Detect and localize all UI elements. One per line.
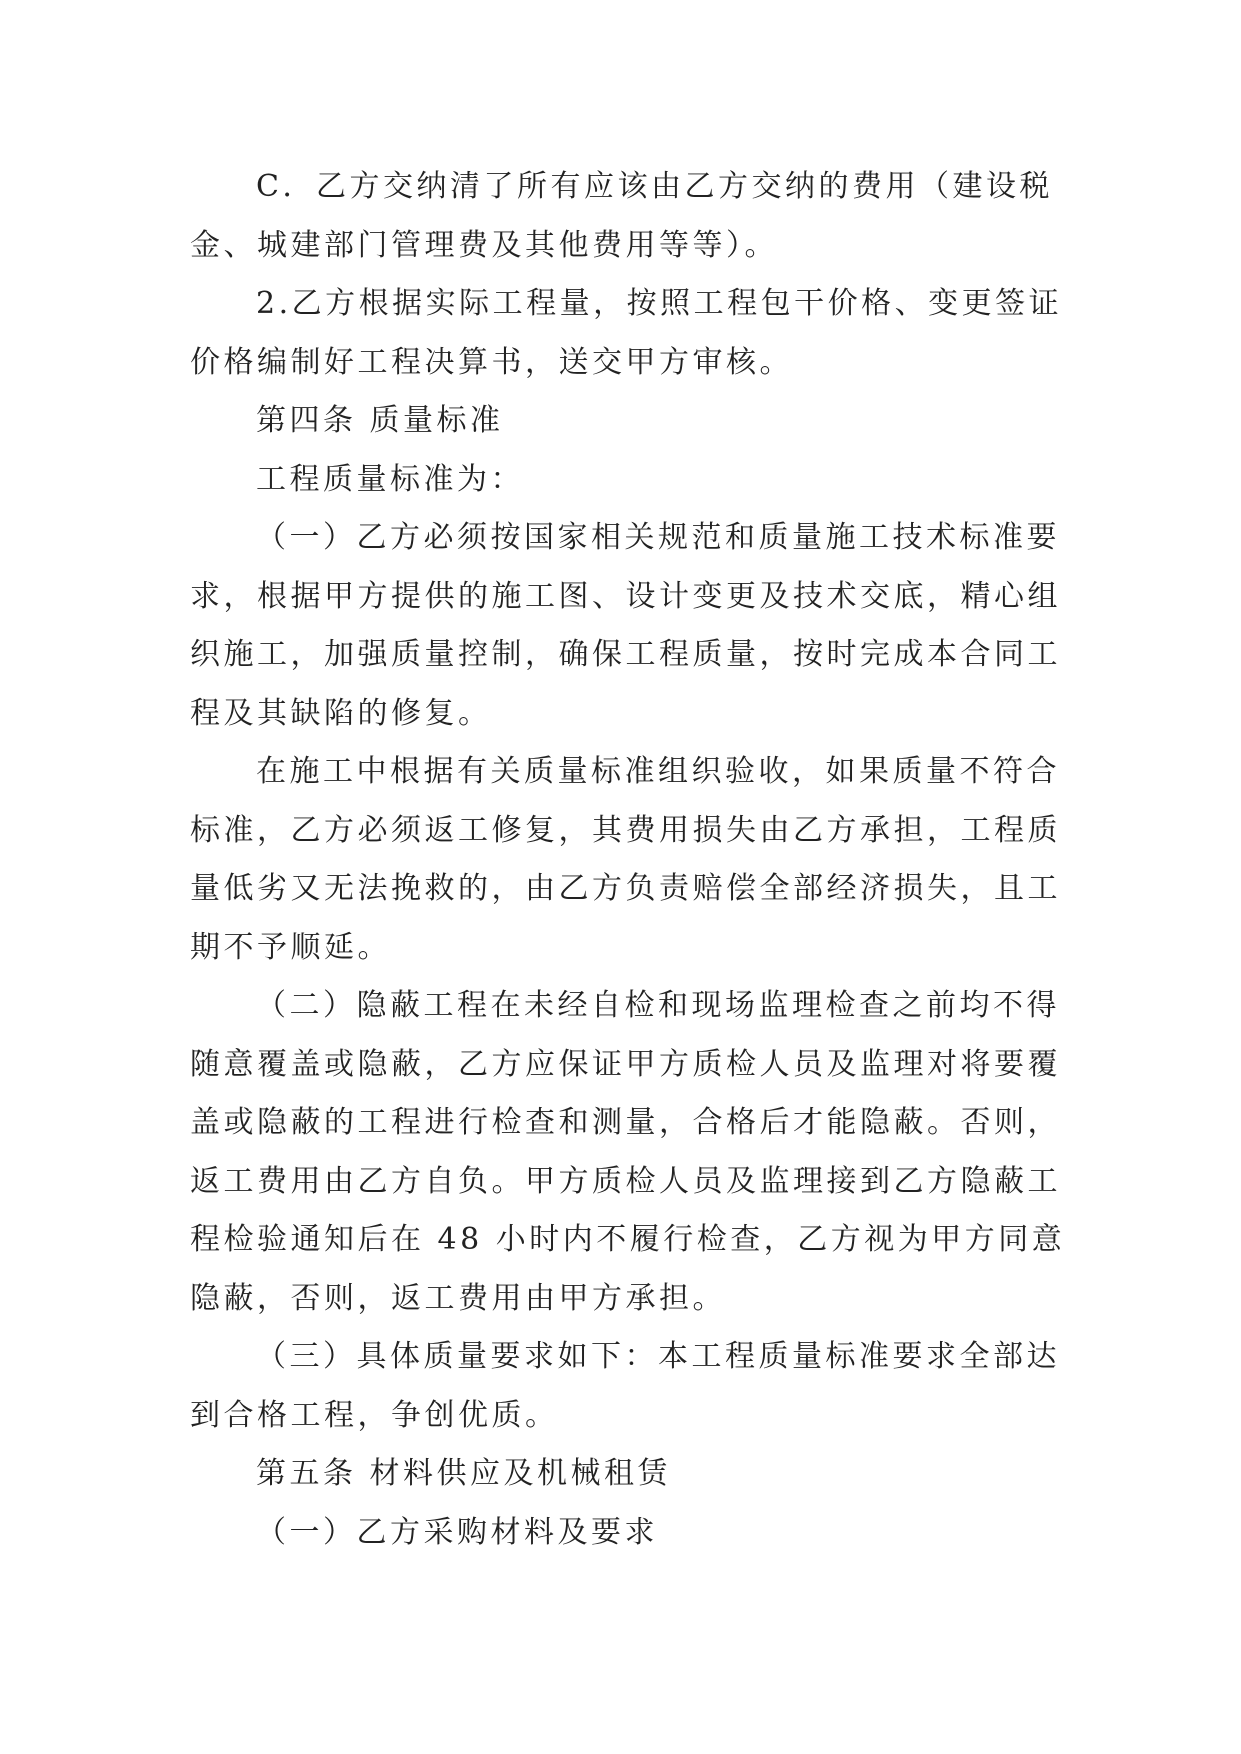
paragraph-acceptance xyxy=(190,743,1060,977)
paragraph-fee-payment-condition xyxy=(190,158,1060,275)
paragraph-quality-item-1 xyxy=(190,509,1060,743)
paragraph-quality-item-3 xyxy=(190,1328,1060,1445)
text-line: 到合格工程，争创优质。 xyxy=(190,1397,559,1433)
document-body xyxy=(190,158,1066,1562)
text-line: 程检验通知后在 48 小时内不履行检查，乙方视为甲方同意 xyxy=(190,1222,1066,1257)
article-5-heading: 第五条 材料供应及机械租赁 xyxy=(256,1456,672,1491)
article-4-heading: 第四条 质量标准 xyxy=(256,403,504,438)
text-line: C．乙方交纳清了所有应该由乙方交纳的费用（建设税 xyxy=(256,169,1053,204)
text-line: 价格编制好工程决算书，送交甲方审核。 xyxy=(190,344,793,380)
text-line: 标准，乙方必须返工修复，其费用损失由乙方承担，工程质 xyxy=(190,812,1061,848)
text-line: 返工费用由乙方自负。甲方质检人员及监理接到乙方隐蔽工 xyxy=(190,1163,1061,1199)
text-line: 隐蔽，否则，返工费用由甲方承担。 xyxy=(190,1280,726,1316)
text-line: 求，根据甲方提供的施工图、设计变更及技术交底，精心组 xyxy=(190,578,1061,614)
text-line: 在施工中根据有关质量标准组织验收，如果质量不符合 xyxy=(256,754,1060,789)
text-line: 盖或隐蔽的工程进行检查和测量，合格后才能隐蔽。否则， xyxy=(190,1105,1061,1140)
text-line: 量低劣又无法挽救的，由乙方负责赔偿全部经济损失，且工 xyxy=(190,871,1061,906)
text-line: 期不予顺延。 xyxy=(190,929,391,965)
material-purchase-heading: （一）乙方采购材料及要求 xyxy=(256,1514,658,1550)
text-line: （三）具体质量要求如下：本工程质量标准要求全部达 xyxy=(256,1339,1060,1374)
paragraph-final-account xyxy=(190,275,1063,392)
text-line: 程及其缺陷的修复。 xyxy=(190,695,492,731)
text-line: 2.乙方根据实际工程量，按照工程包干价格、变更签证 xyxy=(256,286,1063,321)
text-line: 金、城建部门管理费及其他费用等等）。 xyxy=(190,227,778,263)
text-line: （二）隐蔽工程在未经自检和现场监理检查之前均不得 xyxy=(256,988,1060,1023)
paragraph-hidden-works xyxy=(190,977,1066,1328)
text-line: （一）乙方必须按国家相关规范和质量施工技术标准要 xyxy=(256,520,1060,555)
quality-standard-intro: 工程质量标准为： xyxy=(256,461,524,497)
text-line: 织施工，加强质量控制，确保工程质量，按时完成本合同工 xyxy=(190,637,1061,672)
text-line: 随意覆盖或隐蔽，乙方应保证甲方质检人员及监理对将要覆 xyxy=(190,1046,1061,1082)
